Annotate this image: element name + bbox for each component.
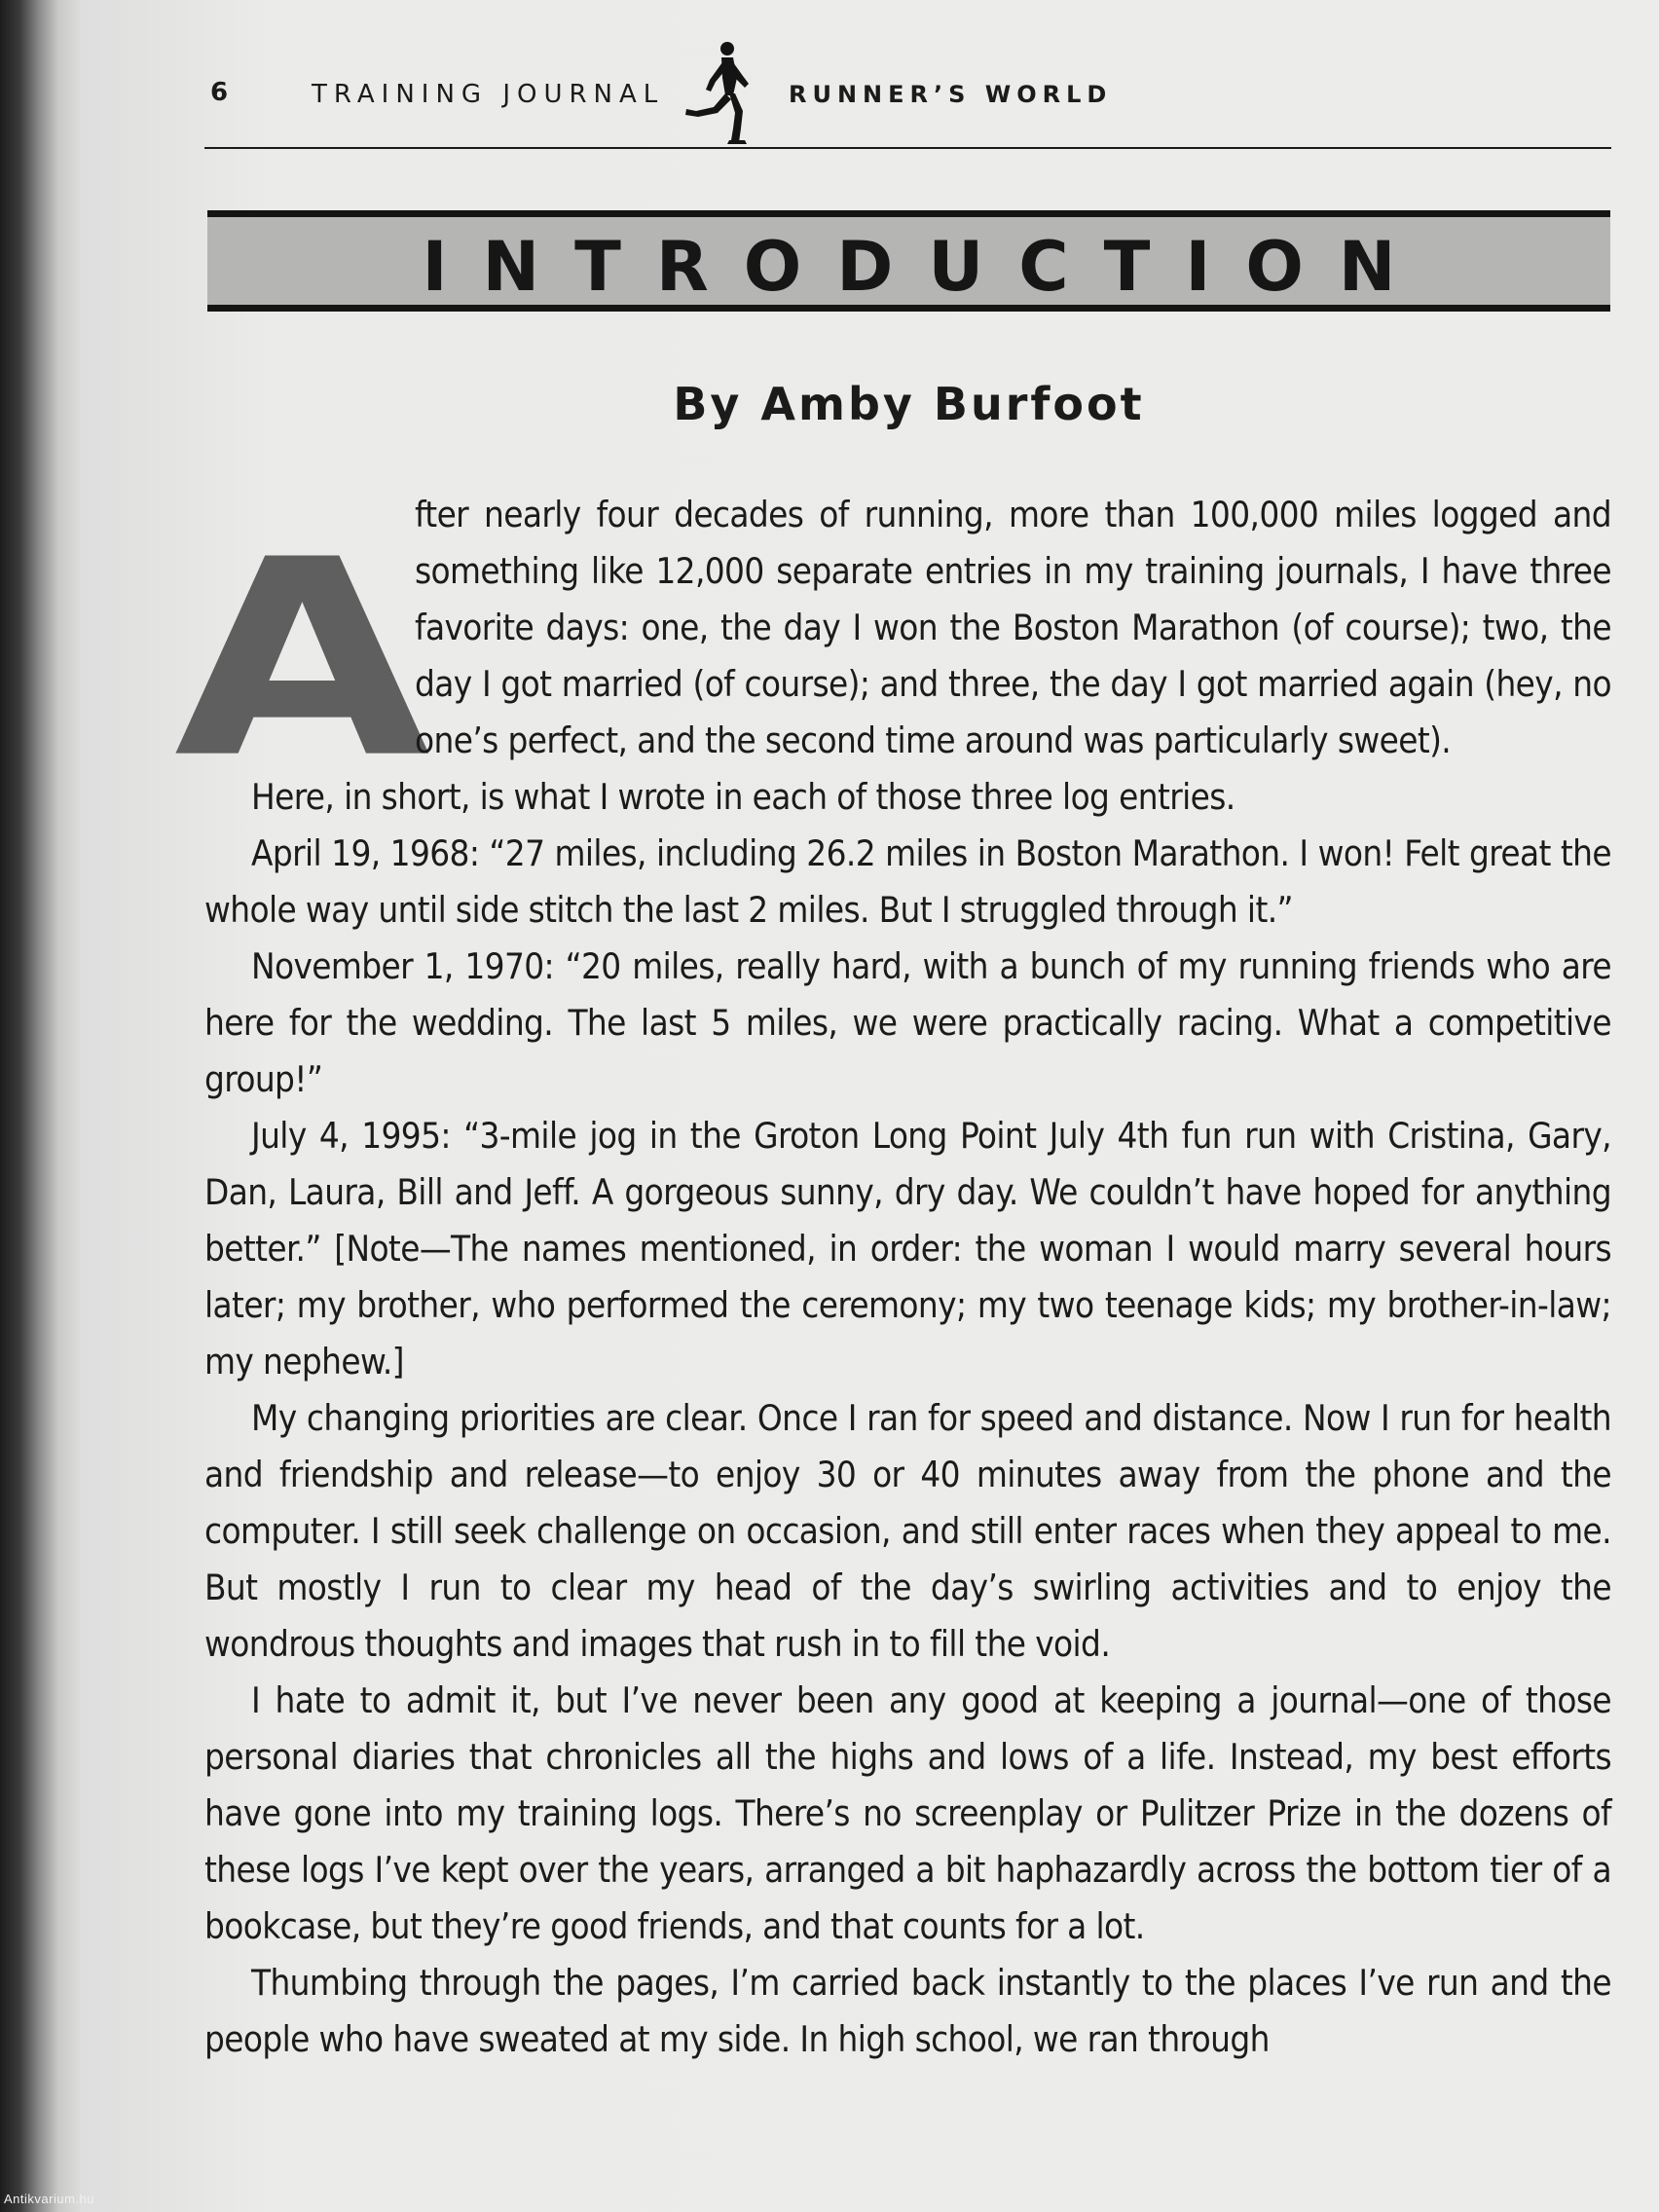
paragraph: Thumbing through the pages, I’m carried back instantly to the places I’ve run and the people who have sweated at my side. In high school, we ran through (204, 1962, 1611, 2060)
article-body (173, 487, 1611, 2068)
running-header (204, 39, 1611, 146)
paragraph-text: fter nearly four decades of running, more than 100,000 miles logged and something like 12,000 separate entries in my training journals, I have three favorite days: one, the day I won the Boston Marathon (of course); two, the day I got married (of course); and three, the day I got married again (hey, no one’s perfect, and the second time around was particularly sweet). (415, 494, 1611, 761)
brand-name: RUNNER’S WORLD (789, 81, 1113, 108)
paragraph: My changing priorities are clear. Once I ran for speed and distance. Now I run for health and friendship and release—to enjoy 30 or 40 minutes away from the phone and the computer. I still seek challenge on occasion, and still enter races when they appeal to me. But mostly I run to clear my head of the day’s swirling activities and to enjoy the wondrous thoughts and images that rush in to fill the void. (204, 1397, 1611, 1665)
drop-cap-letter: A (173, 501, 430, 819)
book-spine-shadow (0, 0, 80, 2212)
paragraph: April 19, 1968: “27 miles, including 26.2 miles in Boston Marathon. I won! Felt great the whole way until side stitch the last 2 miles. But I struggled through it.” (204, 832, 1611, 931)
title-banner (207, 210, 1610, 312)
page-number: 6 (210, 78, 229, 107)
watermark: Antikvarium.hu (4, 2192, 94, 2206)
runner-icon (677, 39, 764, 146)
drop-cap (173, 495, 430, 819)
paragraph: I hate to admit it, but I’ve never been any good at keeping a journal—one of those personal diaries that chronicles all the highs and lows of a life. Instead, my best efforts have gone into my training logs. There’s no screenplay or Pulitzer Prize in the dozens of these logs I’ve kept over the years, arranged a bit haphazardly across the bottom tier of a bookcase, but they’re good friends, and that counts for a lot. (204, 1679, 1611, 1947)
paragraph: Here, in short, is what I wrote in each of those three log entries. (251, 776, 1235, 818)
header-rule (204, 147, 1611, 149)
journal-title: TRAINING JOURNAL (312, 80, 665, 109)
paragraph: November 1, 1970: “20 miles, really hard, with a bunch of my running friends who are here for the wedding. The last 5 miles, we were practically racing. What a competitive group!” (204, 945, 1611, 1100)
byline: By Amby Burfoot (673, 378, 1145, 430)
paragraph: July 4, 1995: “3-mile jog in the Groton Long Point July 4th fun run with Cristina, Gary, Dan, Laura, Bill and Jeff. A gorgeous sunny, dry day. We couldn’t have hoped for anything better.” [Note—The names mentioned, in order: the woman I would marry several hours later; my brother, who performed the ceremony; my two teenage kids; my brother-in-law; my nephew.] (204, 1115, 1611, 1382)
page-title: INTRODUCTION (422, 227, 1431, 307)
